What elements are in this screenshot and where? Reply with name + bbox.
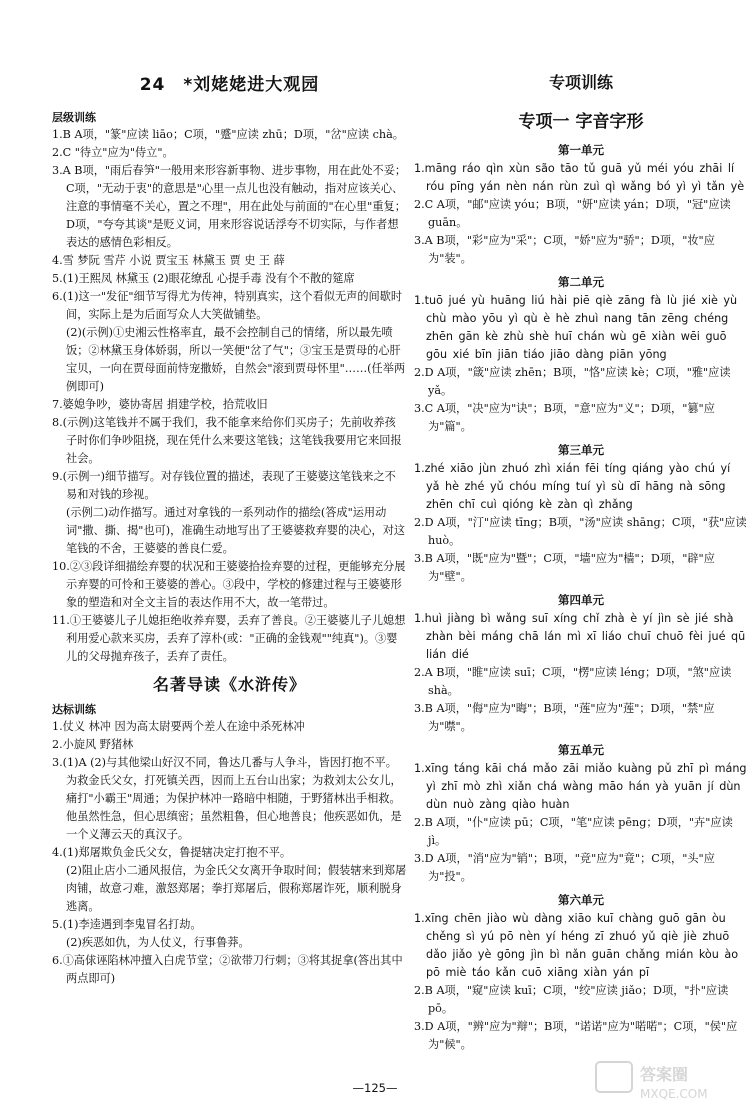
section-subtitle-2: 达标训练: [52, 703, 96, 716]
answer-item: 11.①王婆婆儿子儿媳拒绝收养弃婴，丢弃了善良。②王婆婆儿子儿媳想利用爱心款来买房，丢弃了淳朴(或："正确的金钱观""纯真")。③婴儿的父母抛弃孩子，丢弃了责任。: [52, 614, 406, 663]
watermark-logo: [594, 1058, 744, 1102]
answer-item: (2)疾恶如仇，为人仗义，行事鲁莽。: [66, 936, 250, 949]
answer-item: 5.(1)李逵遇到李鬼冒名打劫。: [52, 918, 202, 931]
answer-item: 2.B A项，"仆"应读 pū；C项，"笔"应读 pēng；D项，"卉"应读 jì。: [414, 816, 733, 847]
unit-title: 第三单元: [558, 443, 604, 457]
unit-title: 第六单元: [558, 893, 604, 907]
answer-item: 2.A B项，"睢"应读 suī；C项，"楞"应读 léng；D项，"煞"应读 shà。: [414, 666, 732, 697]
unit-title: 第五单元: [558, 743, 604, 757]
answer-item: 2.B A项，"窥"应读 kuī；C项，"绞"应读 jiǎo；D项，"扑"应读 pō。: [414, 984, 729, 1015]
unit-block: [414, 592, 748, 736]
unit-title: 第二单元: [558, 275, 604, 289]
pinyin-line: 1.zhé xiāo jùn zhuó zhì xián fēi tíng qiáng yào chú yí yǎ hè zhé yǔ chóu míng tuí yì sù dī hāng nà sōng zhēn chī cuì qióng kè zàn qì zhǎng: [414, 462, 731, 511]
page-number: —125—: [352, 1081, 398, 1095]
unit-title: 第四单元: [558, 593, 604, 607]
answer-item: 7.婆媳争吵，婆协寄居 捐建学校，拾荒收旧: [52, 398, 268, 411]
answer-item: 1.B A项，"篆"应读 liāo；C项，"蹙"应读 zhū；D项，"岔"应读 chà。: [52, 128, 404, 141]
unit-block: [414, 892, 748, 1054]
answer-item: 6.①高俅诬陷林冲擅入白虎节堂；②欲带刀行刺；③将其捉拿(答出其中两点即可): [52, 954, 403, 985]
answer-item: 2.D A项，"汀"应读 tīng；B项，"汤"应读 shāng；C项，"获"应读 huò。: [414, 516, 747, 547]
answer-item: 5.(1)王熙凤 林黛玉 (2)眼花缭乱 心提手毒 没有个不散的筵席: [52, 272, 355, 285]
pinyin-line: 1.tuō jué yù huāng liú hài piē qiè zāng fà lù jié xiè yù chù mào yōu yì qù è hè zhuì nang tān zēng chéng zhēn gān kè zhù shè huī chán wù gē xiàn wēi guō gōu xié bīn jiān tiáo jiāo dàng piān yōng: [414, 294, 738, 361]
pinyin-line: 1.xīng táng kāi chá mǎo zāi miǎo kuàng pǔ zhī pì máng yì zhī mò zhì xiǎn chá wàng māo hán yà yuān jí dùn dùn nuò zàng qiào huàn: [414, 762, 747, 811]
answer-item: 6.(1)这一"发征"细节写得尤为传神，特别真实，这个看似无声的间歇时间，实际上是为后面写众人大笑做铺垫。: [52, 290, 403, 321]
answer-item: 3.A B项，"雨后春笋"一般用来形容新事物、进步事物，用在此处不妥；C项，"无动于衷"的意思是"心里一点儿也没有触动，指对应该关心、注意的事情毫不关心，置之不理"，用在此处与前面的"在心里"重复；D项，"夸夸其谈"是贬义词，用来形容说话浮夸不切实际，与作者想表达的感情色彩相反。: [52, 164, 407, 249]
answer-item: 1.仗义 林冲 因为高太尉要两个差人在途中杀死林冲: [52, 720, 305, 733]
answer-list-2: [52, 718, 407, 988]
answer-item: (2)阻止店小二通风报信，为金氏父女离开争取时间；假装辖来到郑屠肉铺，故意刁难，激怒郑屠；拳打郑屠后，假称郑屠诈死，顺利脱身逃离。: [66, 864, 407, 913]
answer-item: 3.D A项，"消"应为"销"；B项，"竞"应为"竟"；C项，"头"应为"投"。: [414, 852, 715, 883]
right-column: [414, 60, 748, 1054]
answer-item: 2.C "待立"应为"侍立"。: [52, 146, 174, 159]
lesson-title: [52, 70, 407, 95]
unit-block: [414, 274, 748, 436]
svg-text:答案圈: 答案圈: [640, 1065, 689, 1084]
answer-item: 4.(1)郑屠欺负金氏父女，鲁提辖决定打抱不平。: [52, 846, 292, 859]
special-training-title: 专项训练: [548, 73, 613, 92]
answer-item: 8.(示例)这笔钱并不属于我们，我不能拿来给你们买房子；先前收养孩子时你们争吵阻挠，现在凭什么来要这笔钱；这笔钱我要用它来回报社会。: [52, 416, 402, 465]
lesson-title-text: *刘姥姥进大观园: [183, 75, 320, 95]
pinyin-line: 1.māng ráo qìn xùn são tāo tǔ guā yǔ méi yóu zhāi lí róu pīng yán nèn nán rùn zuì qì wǎng bó yì yì tǎn yè: [414, 162, 745, 193]
answer-item: 3.D A项，"辨"应为"辩"；B项，"诺诺"应为"喏喏"；C项，"侯"应为"候"。: [414, 1020, 738, 1051]
answer-item: 3.B A项，"侮"应为"晦"；B项，"莲"应为"莲"；D项，"禁"应为"噤"。: [414, 702, 715, 733]
svg-text:MXQE.COM: MXQE.COM: [640, 1087, 708, 1101]
answer-item: 2.小旋风 野猪林: [52, 738, 134, 751]
pinyin-line: 1.huì jiàng bì wǎng suī xíng chǐ zhà è yí jìn sè jié shà zhàn bèi máng chā lán mì xī liáo chuī chuō fèi jué qū lián dié: [414, 612, 746, 661]
unit-block: [414, 742, 748, 886]
answer-item: 2.C A项，"邮"应读 yóu；B项，"妍"应读 yán；D项，"冠"应读 guān。: [414, 198, 731, 229]
special-training-subtitle: 专项一 字音字形: [518, 112, 644, 132]
answer-item: 9.(示例一)细节描写。对存钱位置的描述，表现了王婆婆这笔钱来之不易和对钱的珍视。: [52, 470, 396, 501]
answer-item: 3.C A项，"决"应为"诀"；B项，"意"应为"义"；D项，"篡"应为"篇"。: [414, 402, 715, 433]
lesson-number: 24: [139, 75, 166, 95]
answer-item: 2.D A项，"箴"应读 zhēn；B项，"恪"应读 kè；C项，"雅"应读 yǎ。: [414, 366, 731, 397]
answer-item: 3.B A项，"既"应为"暨"；C项，"墙"应为"樯"；D项，"辟"应为"壁"。: [414, 552, 715, 583]
answer-item: 10.②③段详细描绘弃婴的状况和王婆婆拾捡弃婴的过程，更能够充分展示弃婴的可怜和王婆婆的善心。③段中，学校的修建过程与王婆婆形象的塑造和对全文主旨的表达作用不大，故一笔带过。: [52, 560, 406, 609]
answer-item: 3.(1)A (2)与其他梁山好汉不同，鲁达几番与人争斗，皆因打抱不平。为救金氏父女，打死镇关西，因而上五台山出家；为救刘太公女儿，痛打"小霸王"周通；为保护林冲一路暗中相随，于野猪林出手相救。他虽然性急，但心思缜密；虽然粗鲁，但心地善良；他疾恶如仇，是一个义薄云天的真汉子。: [52, 756, 402, 841]
answer-item: (示例二)动作描写。通过对拿钱的一系列动作的描绘(答成"运用动词"撒、撕、揭"也可)，准确生动地写出了王婆婆救弃婴的决心，对这笔钱的不舍，王婆婆的善良仁爱。: [66, 506, 406, 555]
pinyin-line: 1.xīng chēn jiào wù dàng xiāo kuī chàng guō gān òu chěng sì yú pō nèn yí héng zī zhuó yǔ qiè jiè zhuō dǎo jiǎo yè gōng jìn bì nǎn guān chǎng mián kòu ào pō miè táo kǎn cuō xiāng xiàn yán pī: [414, 912, 739, 979]
answer-item: 3.A B项，"彩"应为"采"；C项，"娇"应为"骄"；D项，"妆"应为"装"。: [414, 234, 715, 265]
section-subtitle-1: 层级训练: [52, 111, 96, 124]
answer-item: 4.雪 梦阮 雪芹 小说 贾宝玉 林黛玉 贾 史 王 薛: [52, 254, 285, 267]
answer-item: (2)(示例)①史湘云性格率直，最不会控制自己的情绪，所以最先喷饭；②林黛玉身体娇弱，所以一笑便"岔了气"；③宝玉是贾母的心肝宝贝，一向在贾母面前恃宠撒娇，自然会"滚到贾母怀里"……(任举两例即可): [66, 326, 406, 393]
left-column: [52, 60, 407, 988]
unit-title: 第一单元: [558, 143, 604, 157]
unit-block: [414, 442, 748, 586]
section-title-2: 名著导读《水浒传》: [152, 675, 306, 694]
answer-list-1: [52, 126, 407, 666]
unit-block: [414, 142, 748, 268]
